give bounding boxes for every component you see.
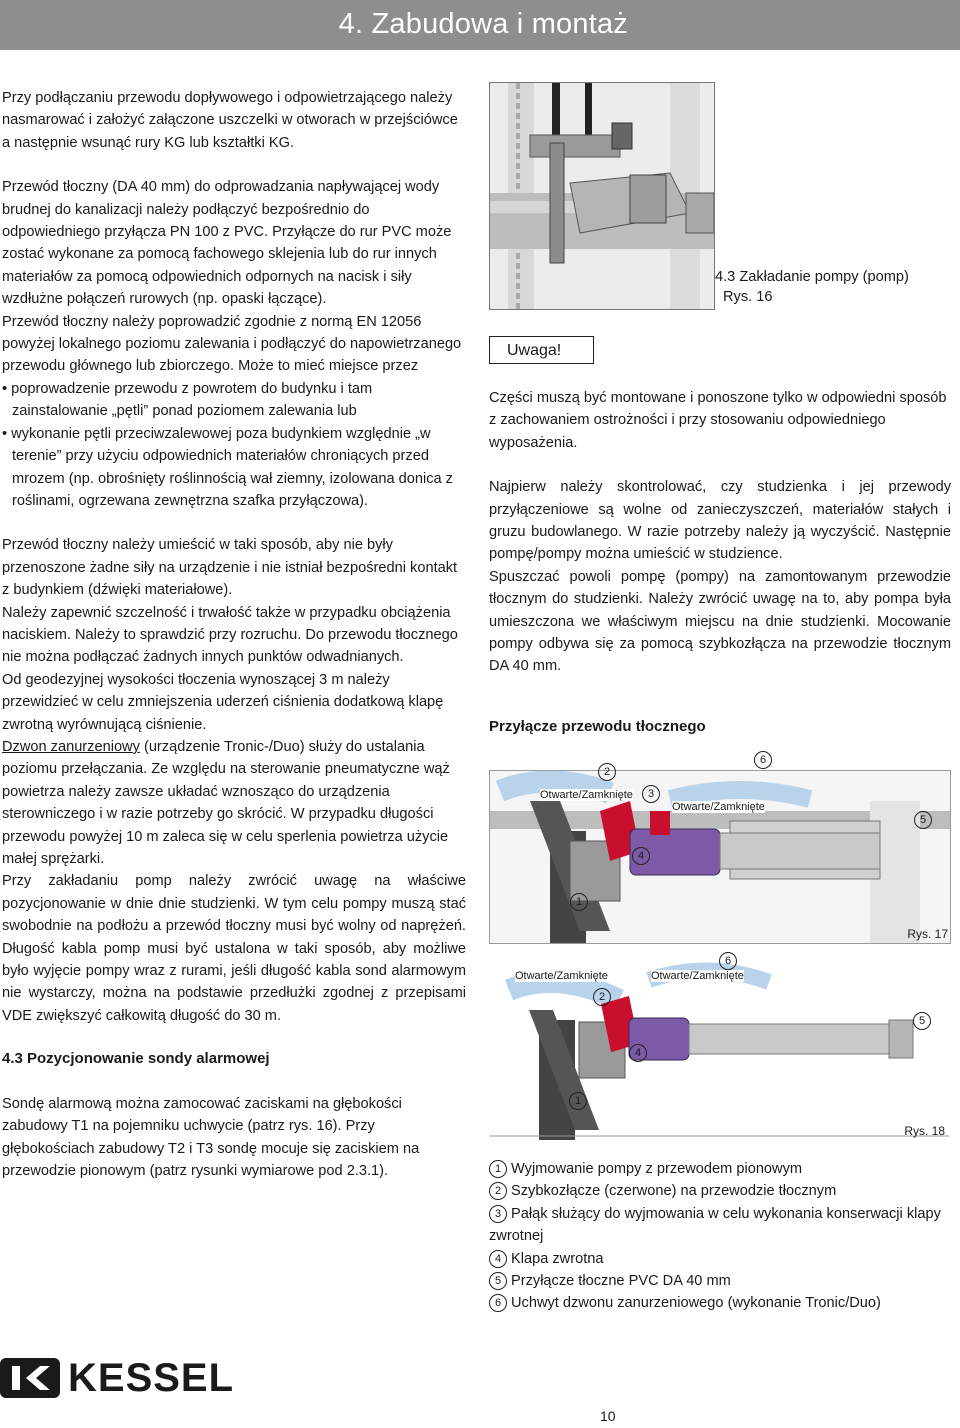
paragraph — [2, 736, 466, 870]
list-item: • wykonanie pętli przeciwzalewowej poza budynkiem względnie „w terenie” przy użyciu odpowiednich materiałów chroniących przed mrozem (np. obrośnięty roślinnością wał ziemny, izolowana donica z roślinami, ogrzewana zewnętrzna szafka przyłączowa). — [2, 425, 453, 509]
callout-3: 3 — [642, 785, 660, 803]
bullet-list — [2, 378, 466, 512]
legend-number: 2 — [489, 1182, 507, 1200]
figure-16-photo — [489, 82, 715, 310]
paragraph: Najpierw należy skontrolować, czy studzienka i jej przewody przyłączeniowe są wolne od zanieczyszczeń, materiałów stałych i gruzu budowlanego. W razie potrzeby należy ją wyczyścić. Następnie pompę/pompy można umieścić w studzience. — [489, 479, 951, 563]
callout-6: 6 — [719, 952, 737, 970]
paragraph-text: (urządzenie Tronic-/Duo) służy do ustalania poziomu przełączania. Ze względu na sterowanie pneumatyczne wąż powietrza należy zawsze układać wznosząco do urządzenia sterowniczego i w razie potrzeby go skrócić. W przypadku długości przewodu powyżej 10 m zaleca się w celu sperlenia powietrza użycie małej sprężarki. — [2, 738, 450, 867]
legend-number: 6 — [489, 1294, 507, 1312]
callout-1: 1 — [570, 893, 588, 911]
callout-1: 1 — [569, 1092, 587, 1110]
legend-number: 4 — [489, 1250, 507, 1268]
figure-17-diagram — [489, 754, 951, 944]
heading-4-3: 4.3 Pozycjonowanie sondy alarmowej — [2, 1050, 270, 1067]
paragraph: Przewód tłoczny należy poprowadzić zgodnie z normą EN 12056 powyżej lokalnego poziomu zalewania i podłączyć do napowietrzanego przewodu głównego lub zbiorczego. Może to mieć miejsce przez — [2, 313, 462, 375]
paragraph: Przy podłączaniu przewodu dopływowego i odpowietrzającego należy nasmarować i założyć załączone uszczelki w otworach w przejściówce a następnie wsunąć rury KG lub kształtki KG. — [2, 90, 458, 151]
figure-18-diagram — [489, 955, 949, 1140]
warning-box: Uwaga! — [489, 336, 594, 364]
legend-number: 5 — [489, 1272, 507, 1290]
legend-item — [489, 1292, 949, 1314]
left-column — [2, 87, 466, 1027]
callout-legend — [489, 1158, 949, 1315]
page-number: 10 — [600, 1408, 616, 1424]
kessel-logo — [0, 1356, 240, 1400]
legend-text: Pałąk służący do wyjmowania w celu wykonania konserwacji klapy zwrotnej — [489, 1205, 941, 1245]
right-column — [489, 387, 951, 678]
legend-text: Szybkozłącze (czerwone) na przewodzie tłocznym — [511, 1183, 837, 1200]
open-close-label: Otwarte/Zamknięte — [515, 970, 608, 982]
pump-mount-illustration — [490, 83, 714, 309]
paragraph: Przewód tłoczny (DA 40 mm) do odprowadzania napływającej wody brudnej do kanalizacji należy podłączyć bezpośrednio do odpowiedniego przyłącza PN 100 z PVC. Przyłącze do rur PVC może zostać wykonane za pomocą fachowego sklejenia lub do rur innych materiałów za pomocą odpowiednich odpornych na nacisk i siły wzdłużne połączeń rurowych (np. opaski łączące). — [2, 179, 452, 308]
open-close-label: Otwarte/Zamknięte — [651, 970, 744, 982]
paragraph: Od geodezyjnej wysokości tłoczenia wynoszącej 3 m należy przewidzieć w celu zmniejszenia uderzeń ciśnienia dodatkową klapę zwrotną wyrównującą ciśnienie. — [2, 671, 444, 733]
paragraph: Spuszczać powoli pompę (pompy) na zamontowanym przewodzie tłocznym do studzienki. Należy zwrócić uwagę na to, aby pompa była umieszczona we właściwym miejscu na dnie studzienki. Mocowanie pompy odbywa się za pomocą szybkozłącza na przewodzie tłocznym DA 40 mm. — [489, 568, 951, 675]
paragraph: Przewód tłoczny należy umieścić w taki sposób, aby nie były przenoszone żadne siły na urządzenie i nie istniał bezpośredni kontakt z budynkiem (dźwięki materiałowe). — [2, 537, 458, 599]
legend-item — [489, 1158, 949, 1180]
legend-text: Uchwyt dzwonu zanurzeniowego (wykonanie Tronic/Duo) — [511, 1295, 881, 1312]
legend-text: Wyjmowanie pompy z przewodem pionowym — [511, 1161, 803, 1177]
open-close-label: Otwarte/Zamknięte — [540, 789, 633, 801]
legend-item — [489, 1180, 949, 1202]
paragraph: Należy zapewnić szczelność i trwałość także w przypadku obciążenia naciskiem. Należy to sprawdzić przy rozruchu. Do przewodu tłocznego nie można podłączać żadnych innych punktów odwadnianych. — [2, 604, 458, 666]
legend-item — [489, 1248, 949, 1270]
brand-name: KESSEL — [68, 1356, 235, 1400]
list-item: • poprowadzenie przewodu z powrotem do budynku i tam zainstalowanie „pętli” ponad poziomem zalewania lub — [2, 380, 373, 420]
figure-16-title: 4.3 Zakładanie pompy (pomp) — [715, 269, 909, 285]
underlined-term: Dzwon zanurzeniowy — [2, 738, 140, 755]
callout-4: 4 — [629, 1044, 647, 1062]
callout-5: 5 — [914, 811, 932, 829]
heading-connection: Przyłącze przewodu tłocznego — [489, 718, 706, 735]
connection-diagram-18 — [489, 960, 949, 1140]
paragraph: Przy zakładaniu pomp należy zwrócić uwagę na właściwe pozycjonowanie w dnie dnie studzienki. W tym celu pompy muszą stać swobodnie na podłożu a przewód tłoczny musi być wolny od naprężeń. Długość kabla pomp musi być ustalona w taki sposób, aby możliwe było wyjęcie pompy wraz z rurami, jeśli długość kabla sond alarmowym nie wystarczy, można na podstawie przedłużki zgodnej z przepisami VDE zwiększyć całkowitą długość do 30 m. — [2, 873, 466, 1024]
legend-text: Przyłącze tłoczne PVC DA 40 mm — [511, 1273, 731, 1290]
paragraph: Części muszą być montowane i ponoszone tylko w odpowiedni sposób z zachowaniem ostrożności i przy stosowaniu odpowiedniego wyposażenia. — [489, 390, 947, 451]
legend-text: Klapa zwrotna — [511, 1250, 604, 1267]
legend-item — [489, 1203, 949, 1248]
legend-item — [489, 1270, 949, 1292]
callout-2: 2 — [598, 763, 616, 781]
legend-number: 3 — [489, 1205, 507, 1223]
figure-18-label: Rys. 18 — [904, 1124, 945, 1138]
figure-16-caption — [715, 267, 909, 307]
page-header — [0, 0, 960, 50]
legend-number: 1 — [489, 1160, 507, 1178]
callout-2: 2 — [593, 988, 611, 1006]
callout-6: 6 — [754, 751, 772, 769]
figure-17-label: Rys. 17 — [907, 927, 948, 941]
paragraph: Sondę alarmową można zamocować zaciskami na głębokości zabudowy T1 na pojemniku uchwycie (patrz rys. 16). Przy głębokościach zabudowy T2 i T3 sondę mocuje się zaciskiem na przewodzie pionowym (patrz rysunki wymiarowe pod 2.3.1). — [2, 1096, 420, 1180]
open-close-label: Otwarte/Zamknięte — [672, 801, 765, 813]
callout-4: 4 — [632, 847, 650, 865]
figure-16-label: Rys. 16 — [723, 289, 773, 305]
callout-5: 5 — [913, 1012, 931, 1030]
section-title: 4. Zabudowa i montaż — [338, 8, 628, 40]
